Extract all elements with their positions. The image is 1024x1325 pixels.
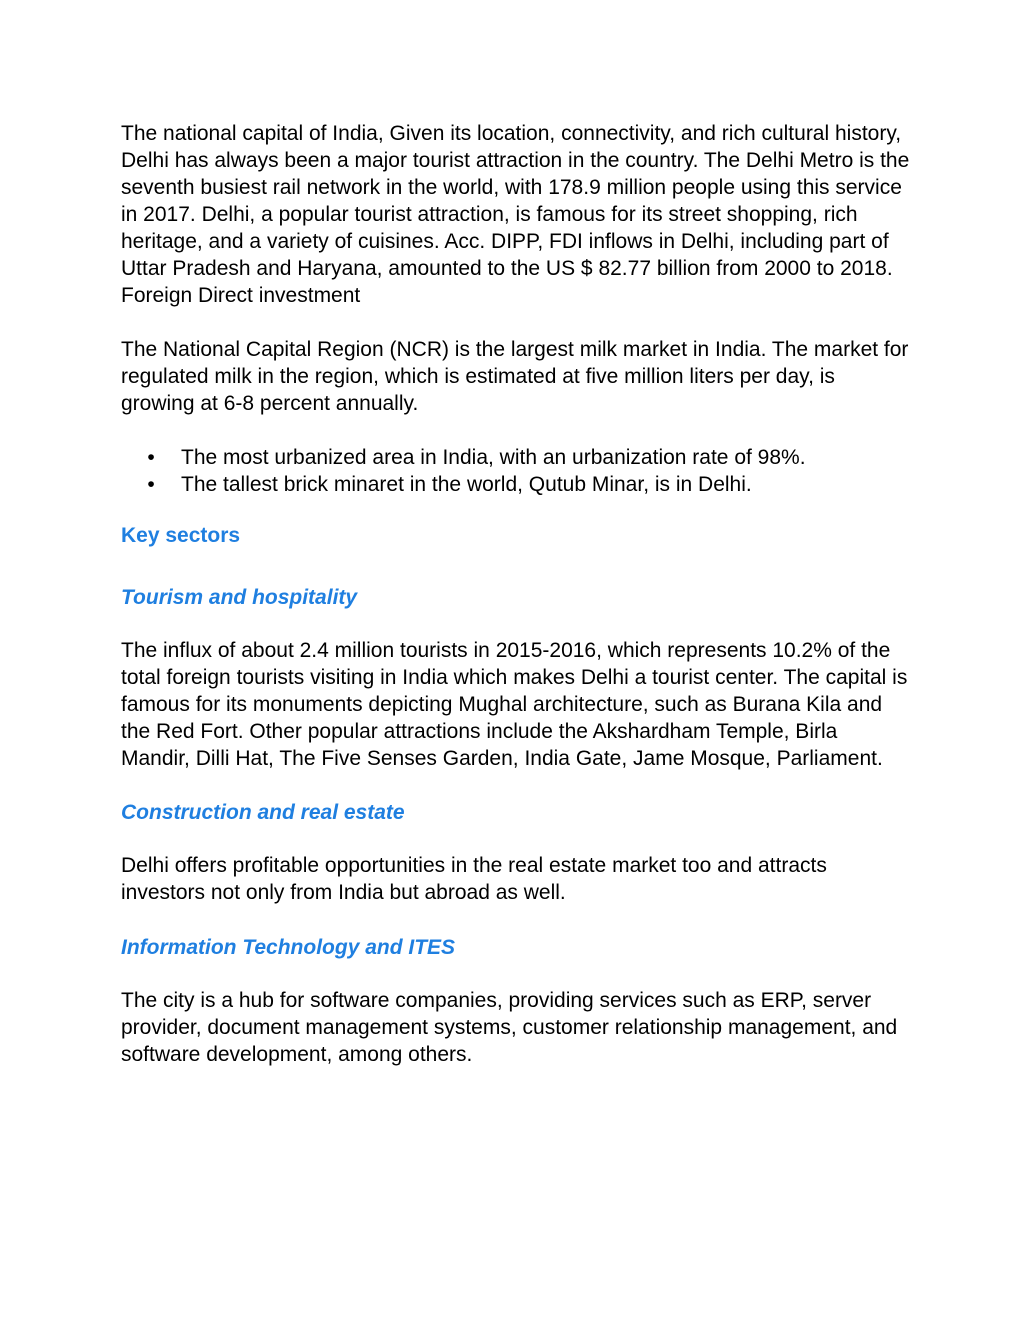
it-paragraph: The city is a hub for software companies, providing services such as ERP, server provider, document management systems, customer relationship management, and software development, among others. (121, 989, 898, 1066)
ncr-milk-paragraph: The National Capital Region (NCR) is the largest milk market in India. The market for regulated milk in the region, which is estimated at five million liters per day, is growing at 6-8 percent annually. (121, 338, 909, 415)
intro-text: The national capital of India, Given its location, connectivity, and rich cultural history, Delhi has always been a major tourist attraction in the country. The Delhi Metro is the seventh busiest rail network in the world, with 178.9 million people using this service in 2017. Delhi, a popular tourist attraction, is famous for its street shopping, rich heritage, and a variety of cuisines. Acc. DIPP, FDI inflows in Delhi, including part of Uttar Pradesh and Haryana, amounted to the US $ 82.77 billion from 2000 to 2018. (121, 122, 910, 280)
document-page (121, 120, 911, 1068)
key-sectors-heading: Key sectors (121, 524, 241, 547)
list-item-text: The tallest brick minaret in the world, Qutub Minar, is in Delhi. (181, 473, 752, 496)
construction-heading: Construction and real estate (121, 801, 405, 824)
list-item-text: The most urbanized area in India, with an urbanization rate of 98%. (181, 446, 806, 469)
bullet-icon: • (147, 473, 155, 496)
facts-list (121, 444, 911, 498)
list-item (121, 471, 911, 498)
list-item (121, 444, 911, 471)
it-heading: Information Technology and ITES (121, 936, 456, 959)
intro-tail-text: Foreign Direct investment (121, 284, 361, 307)
tourism-heading: Tourism and hospitality (121, 586, 358, 609)
tourism-paragraph: The influx of about 2.4 million tourists in 2015-2016, which represents 10.2% of the total foreign tourists visiting in India which makes Delhi a tourist center. The capital is famous for its monuments depicting Mughal architecture, such as Burana Kila and the Red Fort. Other popular attractions include the Akshardham Temple, Birla Mandir, Dilli Hat, The Five Senses Garden, India Gate, Jame Mosque, Parliament. (121, 639, 908, 770)
bullet-icon: • (147, 446, 155, 469)
construction-paragraph: Delhi offers profitable opportunities in the real estate market too and attracts investors not only from India but abroad as well. (121, 854, 827, 904)
intro-paragraph (121, 120, 911, 309)
